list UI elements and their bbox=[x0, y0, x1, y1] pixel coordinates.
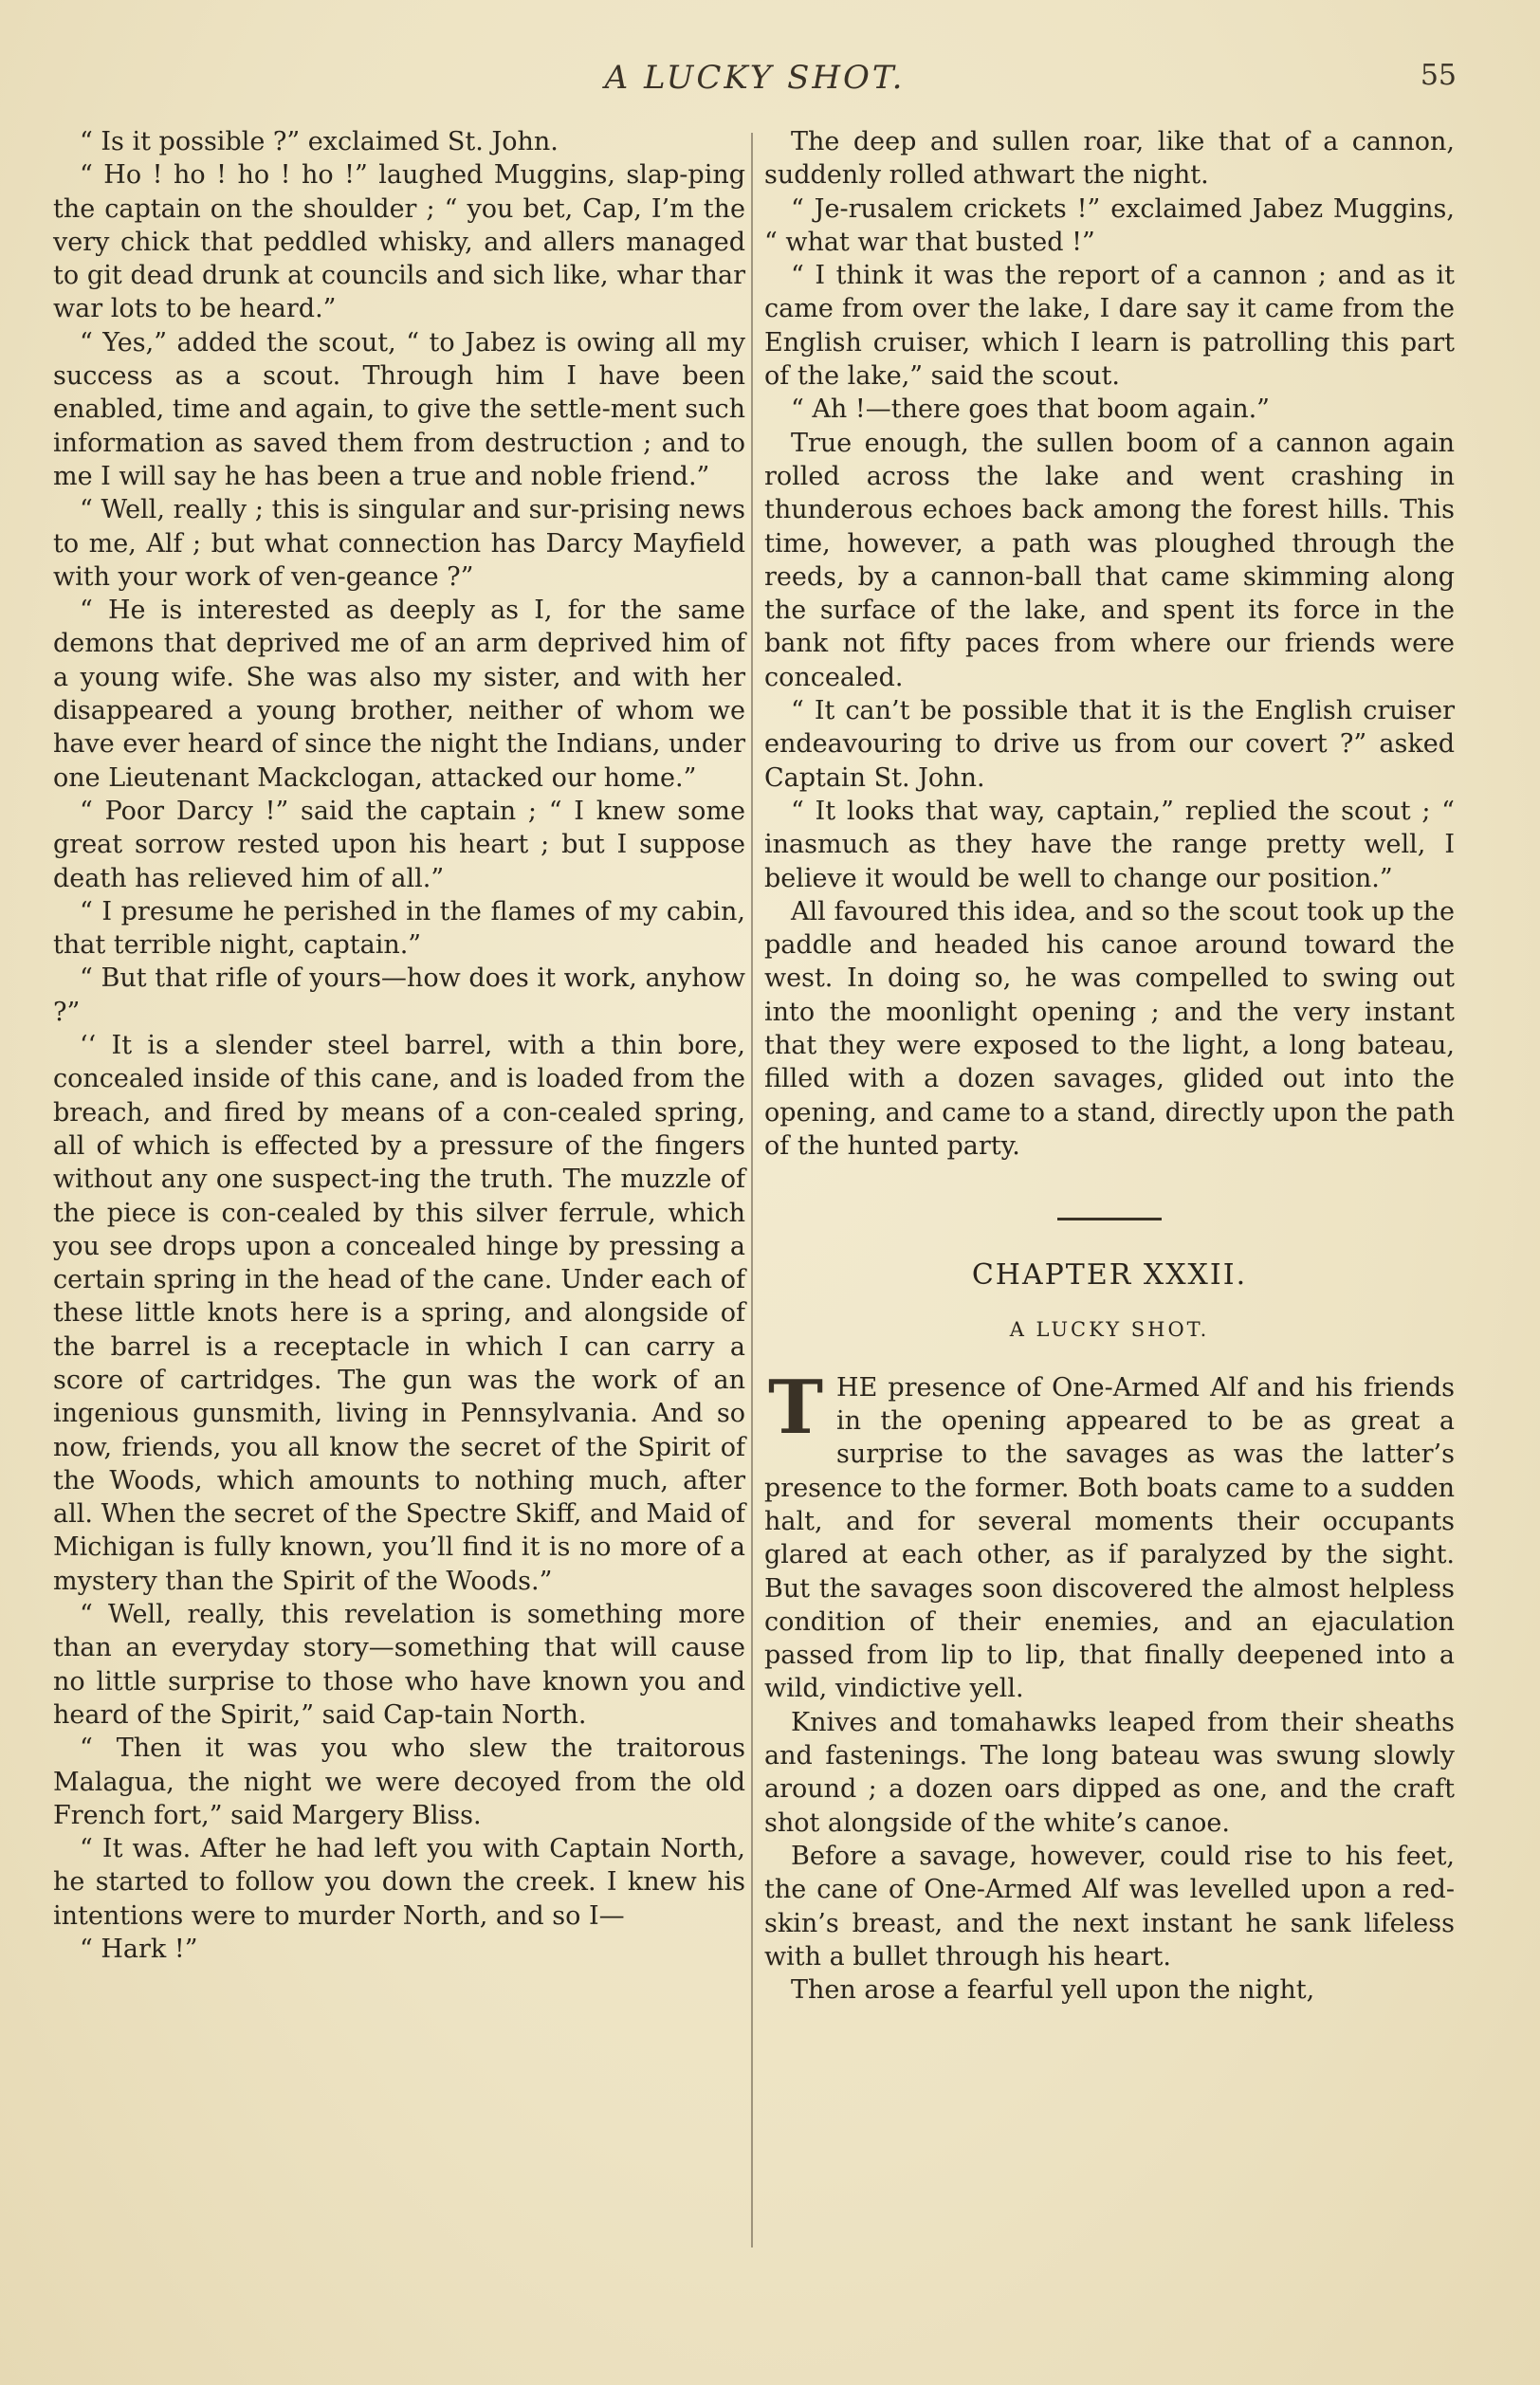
page-number: 55 bbox=[1420, 59, 1457, 92]
paragraph: “ It was. After he had left you with Captain North, he started to follow you down the creek. I knew his intentions were to murder North, and so I— bbox=[53, 1834, 745, 1931]
paragraph: Knives and tomahawks leaped from their sheaths and fastenings. The long bateau was swung slowly around ; a dozen oars dipped as one, and the craft shot alongside of the white’s canoe. bbox=[764, 1707, 1455, 1838]
paragraph: “ Ah !—there goes that boom again.” bbox=[791, 394, 1270, 425]
paragraph: All favoured this idea, and so the scout took up the paddle and headed his canoe around toward the west. In doing so, he was compelled to swing out into the moonlight opening ; and the very instant that they were exposed to the light, a long bateau, filled with a dozen savages, glided out into the opening, and came to a stand, directly upon the path of the hunted party. bbox=[764, 896, 1455, 1161]
left-column bbox=[53, 125, 745, 1966]
opening-text: HE presence of One-Armed Alf and his friends in the opening appeared to be as great a surprise to the savages as was the latter’s presence to the former. Both boats came to a sudden halt, and for several moments their occupants glared at each other, as if paralyzed by the sight. But the savages soon discovered the almost helpless condition of their enemies, and an ejaculation passed from lip to lip, that finally deepened into a wild, vindictive yell. bbox=[764, 1372, 1455, 1704]
page-header bbox=[53, 59, 1457, 108]
paragraph: “ Ho ! ho ! ho ! ho !” laughed Muggins, slap-ping the captain on the shoulder ; “ you bet, Cap, I’m the very chick that peddled whisky, and allers managed to git dead drunk at councils and sich like, whar thar war lots to be heard.” bbox=[53, 160, 745, 324]
paragraph: “ I think it was the report of a cannon ; and as it came from over the lake, I dare say it came from the English cruiser, which I learn is patrolling this part of the lake,” said the scout. bbox=[764, 261, 1455, 392]
paragraph: “ It can’t be possible that it is the English cruiser endeavouring to drive us from our covert ?” asked Captain St. John. bbox=[764, 696, 1455, 793]
chapter-subtitle: A LUCKY SHOT. bbox=[1009, 1317, 1210, 1341]
drop-cap: T bbox=[768, 1364, 824, 1451]
paragraph: ‘‘ It is a slender steel barrel, with a thin bore, concealed inside of this cane, and is loaded from the breach, and fired by means of a con-cealed spring, all of which is effected by a pressure of the fingers without any one suspect-ing the truth. The muzzle of the piece is con-cealed by this silver ferrule, which you see drops upon a concealed hinge by pressing a certain spring in the head of the cane. Under each of these little knots here is a spring, and alongside of the barrel is a receptacle in which I can carry a score of cartridges. The gun was the work of an ingenious gunsmith, living in Pennsylvania. And so now, friends, you all know the secret of the Spirit of the Woods, which amounts to nothing much, after all. When the secret of the Spectre Skiff, and Maid of Michigan is fully known, you’ll find it is no more of a mystery than the Spirit of the Woods.” bbox=[53, 1031, 745, 1596]
paragraph: “ Then it was you who slew the traitorous Malagua, the night we were decoyed from the old French fort,” said Margery Bliss. bbox=[53, 1734, 745, 1830]
chapter-title: CHAPTER XXXII. bbox=[971, 1258, 1248, 1293]
right-column bbox=[764, 125, 1455, 2007]
chapter-opening-paragraph bbox=[764, 1364, 1455, 1706]
running-title: A LUCKY SHOT. bbox=[604, 59, 906, 97]
paragraph: “ I presume he perished in the flames of my cabin, that terrible night, captain.” bbox=[53, 896, 745, 961]
paragraph: “ But that rifle of yours—how does it work, anyhow ?” bbox=[53, 963, 745, 1027]
paragraph: “ Poor Darcy !” said the captain ; “ I knew some great sorrow rested upon his heart ; but I suppose death has relieved him of all.” bbox=[53, 796, 745, 893]
paragraph: The deep and sullen roar, like that of a cannon, suddenly rolled athwart the night. bbox=[764, 127, 1455, 191]
paragraph: Before a savage, however, could rise to his feet, the cane of One-Armed Alf was levelled upon a red-skin’s breast, and the next instant he sank lifeless with a bullet through his heart. bbox=[764, 1841, 1455, 1972]
paragraph: “ Hark !” bbox=[80, 1935, 198, 1965]
paragraph: “ Is it possible ?” exclaimed St. John. bbox=[80, 127, 559, 156]
paragraph: Then arose a fearful yell upon the night, bbox=[791, 1975, 1315, 2006]
column-divider bbox=[751, 133, 753, 2247]
paragraph: True enough, the sullen boom of a cannon again rolled across the lake and went crashing in thunderous echoes back among the forest hills. This time, however, a path was ploughed through the reeds, by a cannon-ball that came skimming along the surface of the lake, and spent its force in the bank not fifty paces from where our friends were concealed. bbox=[764, 428, 1455, 692]
paragraph: “ It looks that way, captain,” replied the scout ; “ inasmuch as they have the range pretty well, I believe it would be well to change our position.” bbox=[764, 796, 1455, 893]
paragraph: “ He is interested as deeply as I, for the same demons that deprived me of an arm deprived him of a young wife. She was also my sister, and with her disappeared a young brother, neither of whom we have ever heard of since the night the Indians, under one Lieutenant Mackclogan, attacked our home.” bbox=[53, 596, 745, 793]
section-rule bbox=[1057, 1218, 1162, 1220]
paragraph: “ Je-rusalem crickets !” exclaimed Jabez Muggins, “ what war that busted !” bbox=[764, 193, 1455, 257]
paragraph: “ Well, really ; this is singular and sur-prising news to me, Alf ; but what connection has Darcy Mayfield with your work of ven-geance ?” bbox=[53, 495, 745, 592]
paragraph: “ Yes,” added the scout, “ to Jabez is owing all my success as a scout. Through him I have been enabled, time and again, to give the settle-ment such information as saved them from destruction ; and to me I will say he has been a true and noble friend.” bbox=[53, 327, 745, 491]
paragraph: “ Well, really, this revelation is something more than an everyday story—something that will cause no little surprise to those who have known you and heard of the Spirit,” said Cap-tain North. bbox=[53, 1600, 745, 1730]
